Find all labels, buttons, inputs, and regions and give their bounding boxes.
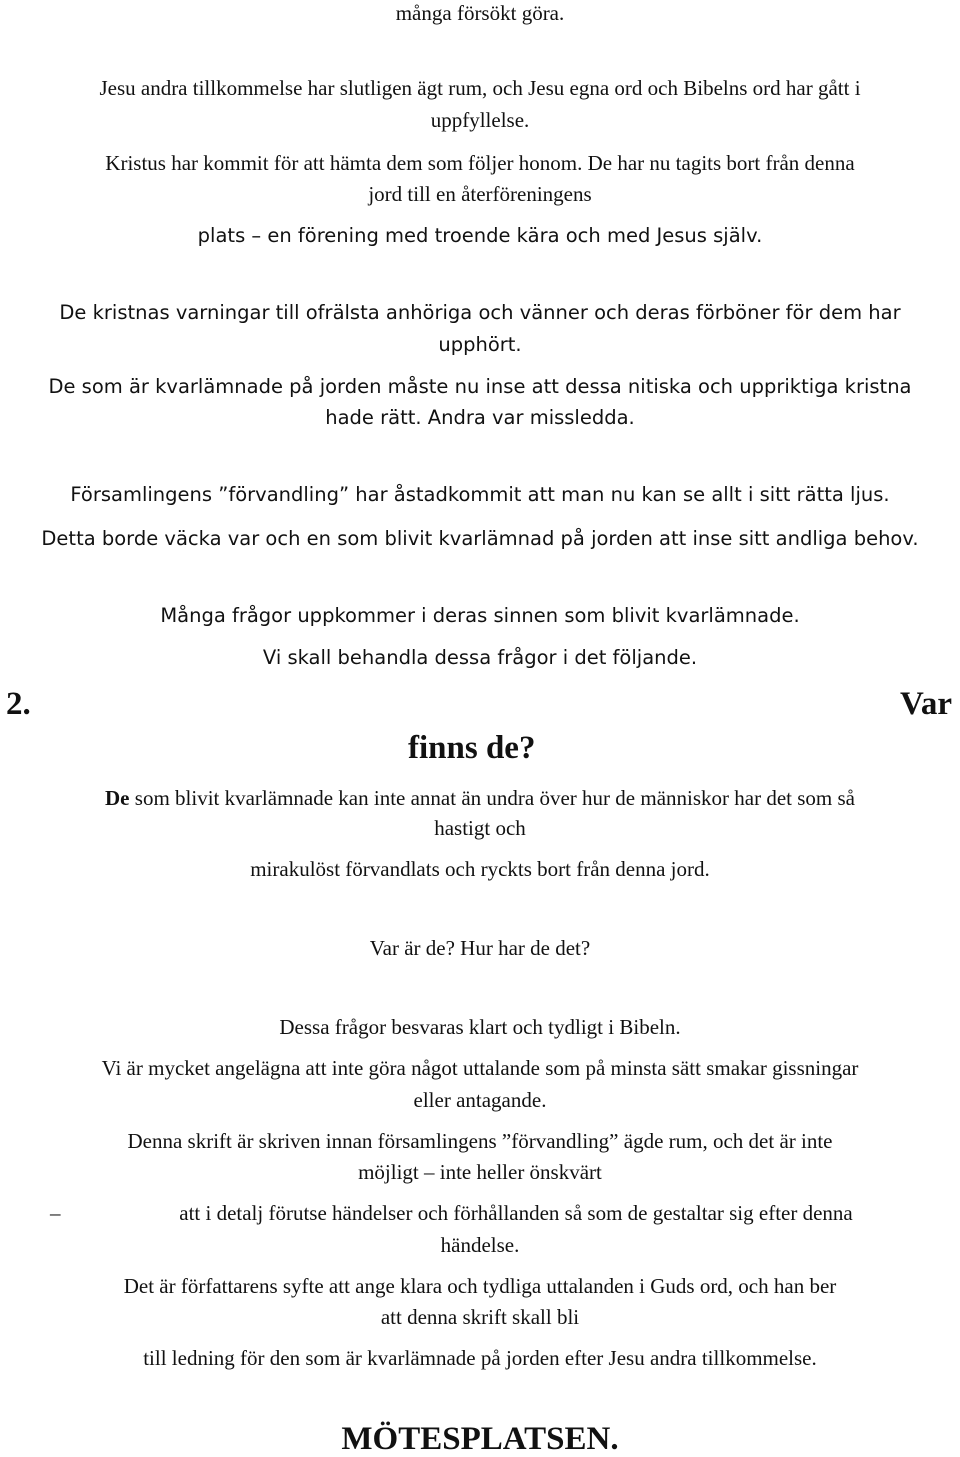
paragraph-text: att i detalj förutse händelser och förhållanden så som de gestaltar sig efter denna: [179, 1201, 853, 1225]
paragraph-line: eller antagande.: [413, 1088, 547, 1112]
paragraph-line: [0, 785, 960, 811]
paragraph-line: mirakulöst förvandlats och ryckts bort från denna jord.: [250, 857, 710, 881]
text-line: plats – en förening med troende kära och med Jesus själv.: [197, 224, 763, 247]
text-line: uppfyllelse.: [430, 108, 530, 132]
paragraph-line: till ledning för den som är kvarlämnade på jorden efter Jesu andra tillkommelse.: [143, 1346, 817, 1370]
paragraph-line: hastigt och: [434, 816, 526, 840]
text-line: Många frågor uppkommer i deras sinnen som blivit kvarlämnade.: [160, 604, 800, 627]
dash-mark: –: [50, 1201, 61, 1225]
section-title-continuation: finns de?: [408, 730, 536, 766]
text-line: De kristnas varningar till ofrälsta anhöriga och vänner och deras förböner för dem har: [59, 301, 901, 324]
text-line: många försökt göra.: [395, 1, 565, 25]
text-line: jord till en återföreningens: [368, 182, 592, 206]
paragraph-line: Denna skrift är skriven innan församlingens ”förvandling” ägde rum, och det är inte: [127, 1129, 833, 1153]
paragraph-line: Vi är mycket angelägna att inte göra något uttalande som på minsta sätt smakar gissningar: [101, 1056, 859, 1080]
paragraph-line: möjligt – inte heller önskvärt: [358, 1160, 602, 1184]
text-line: Jesu andra tillkommelse har slutligen ägt rum, och Jesu egna ord och Bibelns ord har gått i: [99, 76, 861, 100]
next-section-heading: MÖTESPLATSEN.: [341, 1421, 619, 1457]
paragraph-line: händelse.: [440, 1233, 520, 1257]
paragraph-line: Var är de? Hur har de det?: [369, 936, 591, 960]
text-line: Kristus har kommit för att hämta dem som följer honom. De har nu tagits bort från denna: [105, 151, 855, 175]
text-line: hade rätt. Andra var missledda.: [325, 406, 635, 429]
text-line: Vi skall behandla dessa frågor i det följande.: [262, 646, 698, 669]
section-number: 2.: [6, 686, 31, 722]
text-line: Församlingens ”förvandling” har åstadkommit att man nu kan se allt i sitt rätta ljus.: [70, 483, 890, 506]
paragraph-line: Dessa frågor besvaras klart och tydligt i Bibeln.: [279, 1015, 681, 1039]
text-line: De som är kvarlämnade på jorden måste nu inse att dessa nitiska och uppriktiga kristna: [48, 375, 912, 398]
paragraph-line: att denna skrift skall bli: [380, 1305, 580, 1329]
text-line: Detta borde väcka var och en som blivit kvarlämnad på jorden att inse sitt andliga behov.: [41, 527, 919, 550]
paragraph-line: Det är författarens syfte att ange klara och tydliga uttalanden i Guds ord, och han ber: [123, 1274, 837, 1298]
paragraph-text: som blivit kvarlämnade kan inte annat än undra över hur de människor har det som så: [129, 786, 855, 810]
section-title: Var: [900, 686, 952, 722]
text-line: upphört.: [438, 333, 522, 356]
bold-initial: De: [105, 786, 130, 810]
